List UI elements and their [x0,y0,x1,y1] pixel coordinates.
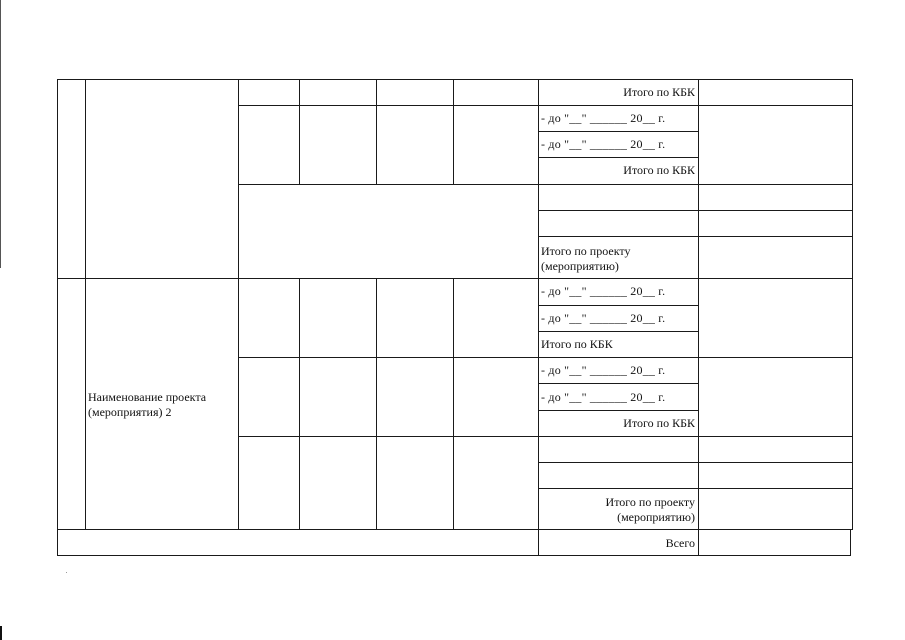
grid-line [299,278,300,530]
total-all-label: Всего [665,536,695,550]
grid-line [238,436,853,437]
grid-line [376,278,377,530]
date-until-label: - до "__" ______ 20__ г. [541,311,666,325]
grid-line [538,236,853,237]
grid-line [538,462,853,463]
total-kbk-label: Итого по КБК [541,337,613,351]
scan-speck [66,572,67,573]
grid-line [453,79,454,185]
grid-line [538,305,698,306]
grid-line [538,488,853,489]
grid-line [57,529,853,530]
date-until-label: - до "__" ______ 20__ г. [541,111,666,125]
grid-line [238,184,853,185]
grid-line [453,278,454,530]
grid-line [538,410,698,411]
grid-line [538,79,539,556]
project-separator-line [57,278,853,279]
date-until-label: - до "__" ______ 20__ г. [541,284,666,298]
table-border-bottom [57,555,851,556]
grid-line [538,131,698,132]
table-border-right [852,79,853,530]
grid-line [238,105,853,106]
total-kbk-label: Итого по КБК [623,85,695,99]
grid-line [238,357,853,358]
date-until-label: - до "__" ______ 20__ г. [541,390,666,404]
page-left-edge [0,0,1,268]
total-kbk-label: Итого по КБК [623,416,695,430]
grid-line [538,210,853,211]
grid-line [538,383,698,384]
grid-line [538,331,698,332]
page-edge-mark [0,626,2,640]
grid-line [376,79,377,185]
project-name-label: Наименование проекта (мероприятия) 2 [88,390,207,419]
grid-line [299,79,300,185]
grid-line [698,79,699,556]
grid-line [538,157,698,158]
total-project-label: Итого по проекту (мероприятию) [541,244,631,273]
date-until-label: - до "__" ______ 20__ г. [541,363,666,377]
table-border-left [57,79,58,556]
date-until-label: - до "__" ______ 20__ г. [541,137,666,151]
grid-line [85,79,86,530]
table-border-top [57,79,853,80]
grid-line [238,79,239,530]
total-project-label: Итого по проекту (мероприятию) [605,495,695,524]
total-kbk-label: Итого по КБК [623,163,695,177]
table-border-right-bottom [850,529,851,556]
